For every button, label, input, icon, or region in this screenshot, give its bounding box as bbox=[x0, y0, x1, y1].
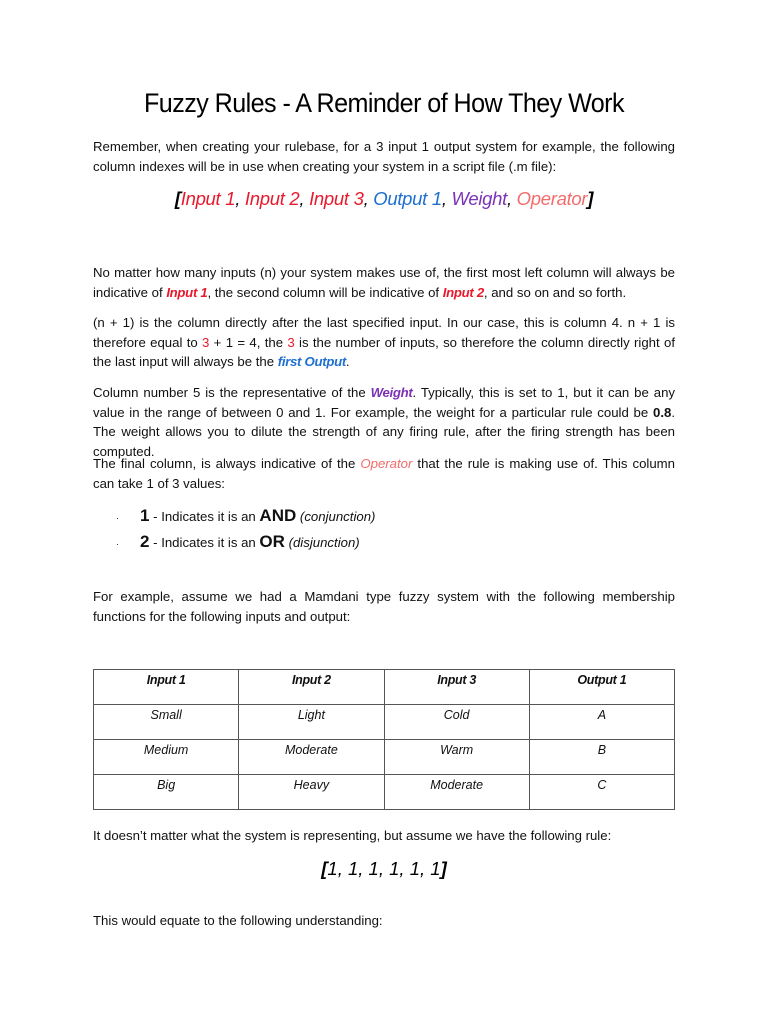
table-cell: Heavy bbox=[239, 775, 384, 810]
open-bracket: [ bbox=[174, 188, 181, 209]
text-run: (n + 1) is the column directly after the last specified input. In our case, this is column 4. n + 1 is therefore equal to bbox=[93, 315, 675, 350]
text-run: . Typically, this is set to 1, but it can be any value in the range of between 0 and 1. For example, the weight for a particular rule could be bbox=[93, 385, 676, 420]
col-input-2: Input 2 bbox=[244, 188, 300, 209]
table-cell: Small bbox=[94, 705, 239, 740]
bullet-or bbox=[116, 532, 360, 552]
number-three: 3 bbox=[202, 334, 210, 350]
text-run: No matter how many inputs (n) your system makes use of, the first most left column will always be indicative of bbox=[93, 265, 675, 300]
table-row bbox=[94, 775, 675, 810]
table-header: Input 2 bbox=[239, 670, 384, 705]
col-operator: Operator bbox=[516, 188, 588, 209]
col-weight: Weight bbox=[451, 188, 507, 209]
paragraph-example: For example, assume we had a Mamdani type fuzzy system with the following membership functions for the following inputs and output: bbox=[93, 589, 675, 624]
text-run: is the number of inputs, so therefore the column directly right of the last input will always be the bbox=[93, 334, 675, 370]
paragraph-rule-intro: It doesn’t matter what the system is representing, but assume we have the following rule: bbox=[93, 828, 612, 843]
text-run: The final column, is always indicative of the bbox=[93, 456, 361, 471]
text-run: + 1 = 4, the bbox=[209, 334, 288, 350]
paragraph-operator bbox=[93, 454, 675, 493]
text-run: . The weight allows you to dilute the strength of any firing rule, after the firing strength has been computed. bbox=[93, 404, 675, 459]
bullet-desc: (conjunction) bbox=[296, 509, 376, 524]
bullet-desc: (disjunction) bbox=[284, 535, 360, 550]
table-cell: B bbox=[529, 740, 674, 775]
operator-highlight: Operator bbox=[360, 456, 413, 471]
separator: , bbox=[441, 188, 452, 209]
paragraph-n-plus-1 bbox=[93, 313, 675, 372]
bullet-text: - Indicates it is an bbox=[149, 509, 260, 524]
separator: , bbox=[363, 188, 374, 209]
example-rule bbox=[0, 858, 768, 880]
page-title: Fuzzy Rules - A Reminder of How They Work bbox=[144, 88, 624, 118]
paragraph-understanding: This would equate to the following understanding: bbox=[93, 913, 383, 928]
bullet-operator: OR bbox=[259, 532, 285, 551]
bullet-text: - Indicates it is an bbox=[149, 535, 260, 550]
close-bracket: ] bbox=[440, 858, 447, 879]
table-cell: Light bbox=[239, 705, 384, 740]
close-bracket: ] bbox=[587, 188, 594, 209]
table-cell: Warm bbox=[384, 740, 529, 775]
col-output-1: Output 1 bbox=[373, 188, 442, 209]
table-row bbox=[94, 705, 675, 740]
table-cell: C bbox=[529, 775, 674, 810]
separator: , bbox=[506, 188, 517, 209]
column-index-list bbox=[0, 188, 768, 210]
rule-values: 1, 1, 1, 1, 1, 1 bbox=[327, 858, 441, 879]
bullet-icon: · bbox=[116, 538, 119, 549]
text-run: Column number 5 is the representative of the bbox=[93, 385, 371, 400]
weight-highlight: Weight bbox=[370, 385, 413, 400]
text-run: , and so on and so forth. bbox=[483, 284, 627, 300]
table-cell: Medium bbox=[94, 740, 239, 775]
table-cell: Cold bbox=[384, 705, 529, 740]
table-row bbox=[94, 740, 675, 775]
table-header-row bbox=[94, 670, 675, 705]
intro-paragraph: Remember, when creating your rulebase, for a 3 input 1 output system for example, the following column indexes will be in use when creating your system in a script file (.m file): bbox=[93, 139, 675, 174]
bullet-icon: · bbox=[116, 512, 119, 523]
first-output-highlight: first Output bbox=[277, 354, 346, 370]
table-header: Output 1 bbox=[529, 670, 674, 705]
separator: , bbox=[299, 188, 310, 209]
number-three: 3 bbox=[287, 334, 295, 350]
table-cell: Moderate bbox=[239, 740, 384, 775]
bullet-and bbox=[116, 506, 375, 526]
text-run: , the second column will be indicative of bbox=[207, 284, 443, 300]
table-cell: Moderate bbox=[384, 775, 529, 810]
text-run: that the rule is making use of. This column can take 1 of 3 values: bbox=[93, 456, 675, 491]
bullet-operator: AND bbox=[259, 506, 297, 525]
table-cell: A bbox=[529, 705, 674, 740]
table-header: Input 3 bbox=[384, 670, 529, 705]
input-1-highlight: Input 1 bbox=[166, 284, 208, 300]
text-run: . bbox=[345, 354, 350, 370]
col-input-3: Input 3 bbox=[309, 188, 364, 209]
bullet-number: 2 bbox=[140, 532, 150, 551]
bullet-number: 1 bbox=[140, 506, 150, 525]
input-2-highlight: Input 2 bbox=[442, 284, 484, 300]
open-bracket: [ bbox=[321, 858, 328, 879]
separator: , bbox=[235, 188, 245, 209]
table-cell: Big bbox=[94, 775, 239, 810]
membership-table bbox=[93, 669, 675, 810]
paragraph-inputs bbox=[93, 263, 675, 302]
weight-example-value: 0.8 bbox=[652, 404, 672, 420]
paragraph-weight bbox=[93, 383, 675, 461]
table-header: Input 1 bbox=[94, 670, 239, 705]
col-input-1: Input 1 bbox=[180, 188, 236, 209]
